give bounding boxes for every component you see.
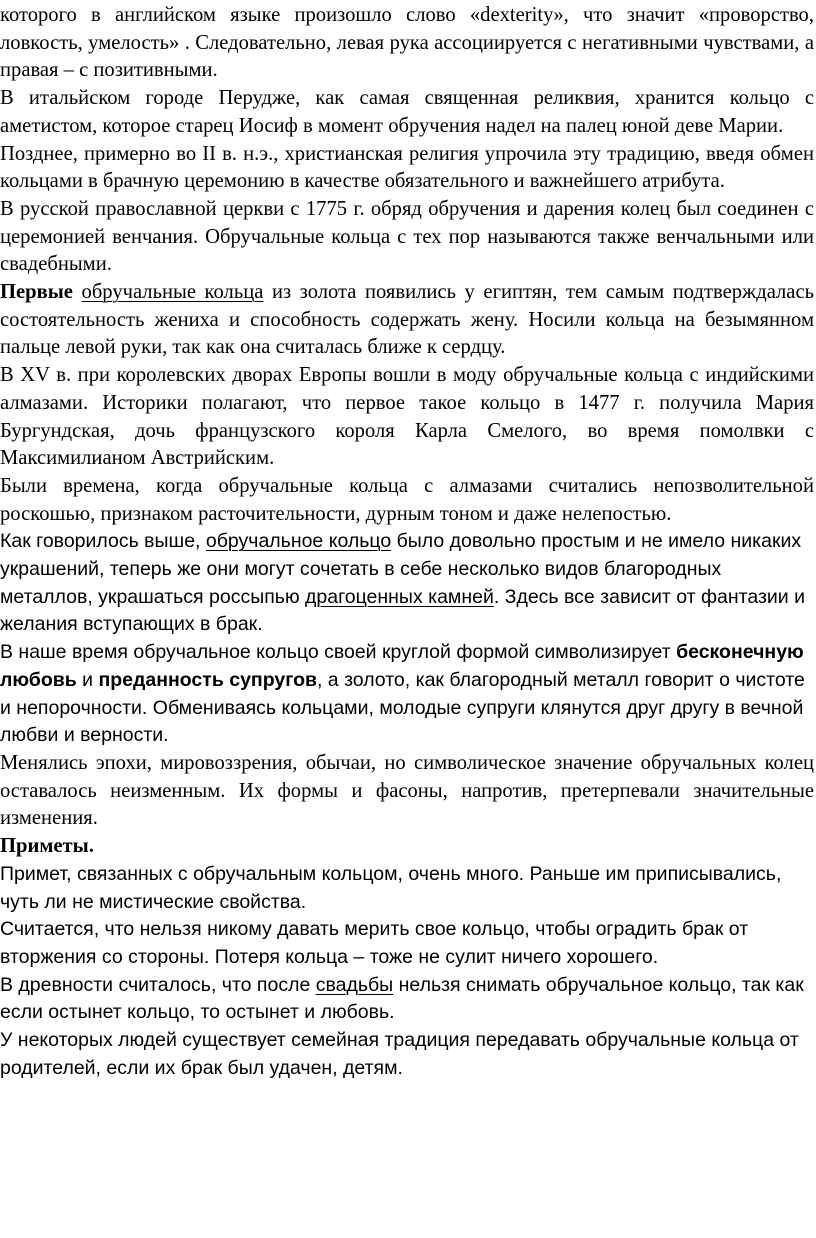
paragraph-perugia: В итальйском городе Перудже, как самая священная реликвия, хранится кольцо с аметистом, которое старец Иосиф в момент обручения надел на палец юной деве Марии. [0, 87, 814, 137]
paragraph-decorations [0, 528, 814, 639]
heading-omens: Приметы. [0, 835, 94, 858]
paragraph-measure-ring: Считается, что нельзя никому давать мерить свое кольцо, чтобы оградить брак от вторжения со стороны. Потеря кольца – тоже не сулит ничего хорошего. [0, 918, 749, 968]
link-precious-stones[interactable]: драгоценных камней [305, 585, 494, 608]
link-wedding-ring[interactable]: обручальное кольцо [205, 530, 392, 553]
bold-devotion: преданность супругов [98, 668, 317, 691]
paragraph-omens-intro: Примет, связанных с обручальным кольцом, очень много. Раньше им приписывались, чуть ли не мистические свойства. [0, 862, 782, 913]
decorations-text-1: Как говорилось выше, [0, 530, 201, 553]
paragraph-russian-church: В русской православной церкви с 1775 г. обряд обручения и дарения колец был соединен с церемонией венчания. Обручальные кольца с тех пор называются также венчальными или свадебными. [0, 197, 814, 276]
symbolism-text-3: , а золото, как благородный металл говорит о чистоте и непорочности. Обмениваясь кольцами, молодые супруги клянутся друг другу в вечной любви и верности. [0, 668, 805, 747]
paragraph-symbolism [0, 639, 814, 750]
paragraph-family-tradition: У некоторых людей существует семейная традиция передавать обручальные кольца от родителей, если их брак был удачен, детям. [0, 1029, 799, 1079]
symbolism-text-1: В наше время обручальное кольцо своей круглой формой символизирует [0, 641, 671, 664]
paragraph-luxury: Были времена, когда обручальные кольца с алмазами считались непозволительной роскошью, признаком расточительности, дурным тоном и даже нелепостью. [0, 474, 814, 525]
decorations-text-3: . Здесь все зависит от фантазии и желания вступающих в брак. [0, 585, 805, 636]
paragraph-dexterity: которого в английском языке произошло слово «dexterity», что значит «проворство, ловкость, умелость» . Следовательно, левая рука ассоциируется с негативными чувствами, а правая – с позитивными. [0, 4, 814, 82]
paragraph-christian-tradition: Позднее, примерно во II в. н.э., христианская религия упрочила эту традицию, введя обмен кольцами в брачную церемонию в качестве обязательного и важнейшего атрибута. [0, 142, 814, 193]
ancient-text-1: В древности считалось, что после [0, 973, 311, 996]
paragraph-egyptians [0, 279, 814, 362]
bold-first: Первые [0, 281, 73, 304]
paragraph-diamonds: В XV в. при королевских дворах Европы вошли в моду обручальные кольца с индийскими алмазами. Историки полагают, что первое такое кольцо в 1477 г. получила Мария Бургундская, дочь французского короля Карла Смелого, во время помолвки с Максимилианом Австрийским. [0, 364, 814, 470]
ancient-text-2: нельзя снимать обручальное кольцо, так как если остынет кольцо, то остынет и любовь. [0, 973, 804, 1024]
symbolism-text-2: и [82, 668, 94, 691]
paragraph-epochs: Менялись эпохи, мировоззрения, обычаи, но символическое значение обручальных колец оставалось неизменным. Их формы и фасоны, напротив, претерпевали значительные изменения. [0, 751, 814, 830]
bold-endless-love: бесконечную любовь [0, 641, 804, 691]
paragraph-ancient-belief [0, 972, 814, 1027]
paragraph-egyptians-text: из золота появились у египтян, тем самым подтверждалась состоятельность жениха и способность содержать жену. Носили кольца на безымянном пальце левой руки, так как она считалась ближе к сердцу. [0, 281, 814, 359]
link-wedding-rings[interactable]: обручальные кольца [81, 281, 264, 304]
decorations-text-2: было довольно простым и не имело никаких украшений, теперь же они могут сочетать в себе несколько видов благородных металлов, украшаться россыпью [0, 530, 802, 608]
link-wedding[interactable]: свадьбы [315, 973, 394, 996]
